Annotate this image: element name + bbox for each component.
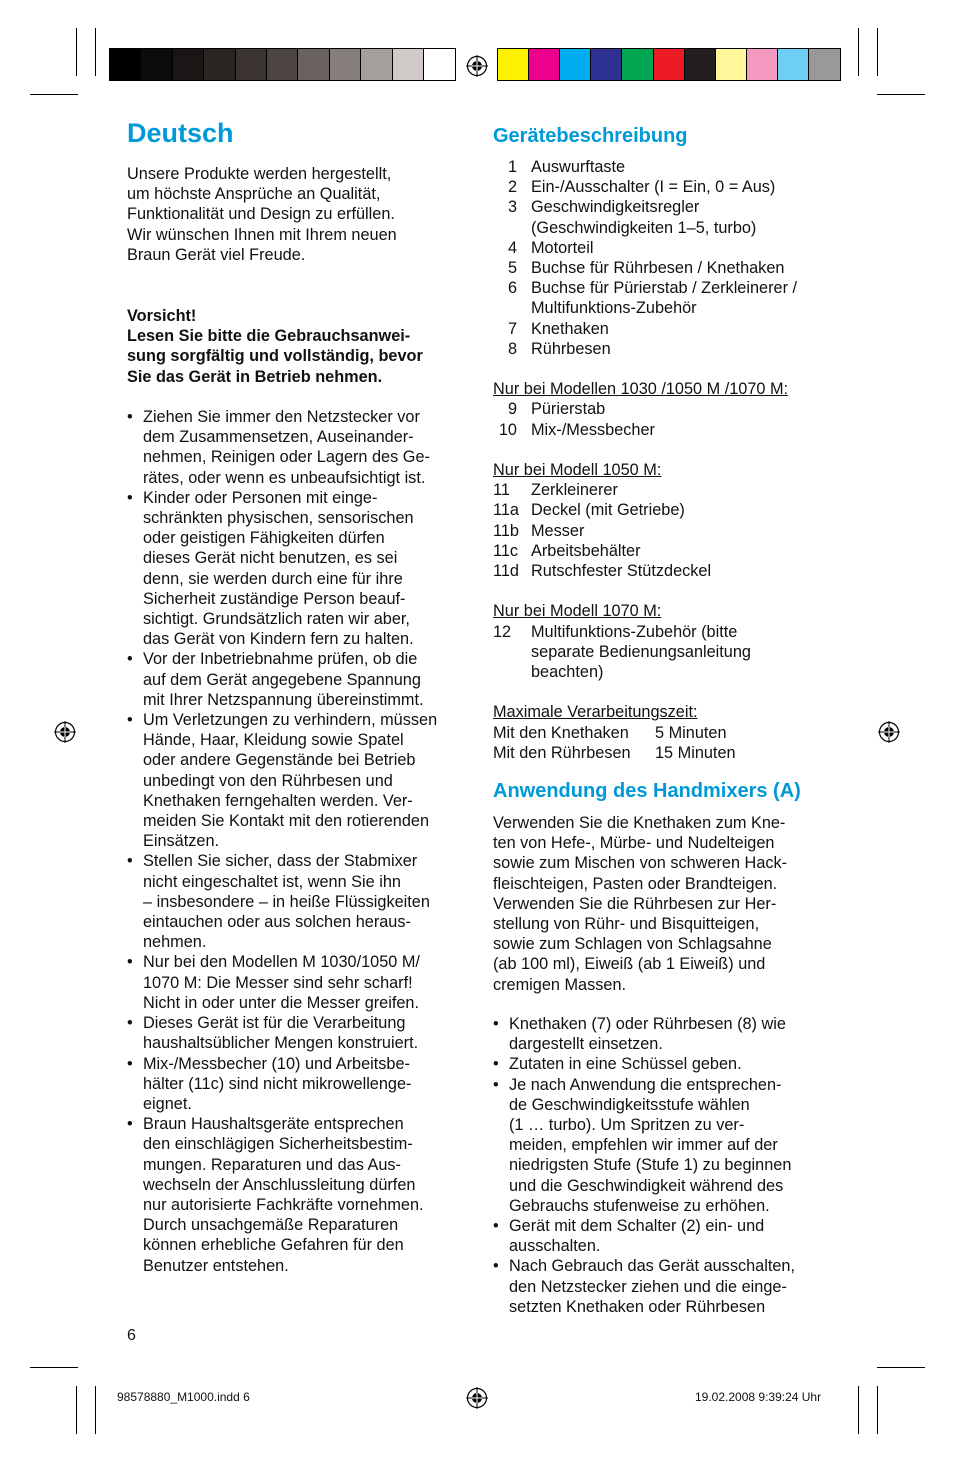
text-line: Wir wünschen Ihnen mit Ihrem neuen: [127, 225, 397, 244]
part-item: [493, 420, 838, 440]
text-line: oder geistigen Fähigkeiten dürfen: [143, 529, 385, 548]
text-line: • Je nach Anwendung die entsprechen-: [509, 1075, 782, 1094]
color-swatch: [685, 49, 716, 80]
text-line: oder andere Gegenstände bei Betrieb: [143, 751, 416, 770]
color-swatch: [141, 49, 172, 80]
text-line: Unsere Produkte werden hergestellt,: [127, 165, 392, 183]
part-item: [493, 177, 838, 197]
part-number: 8: [507, 339, 517, 358]
part-number: 11a: [493, 501, 519, 520]
text-line: Verwenden Sie die Knethaken zum Kne-: [493, 814, 786, 832]
text-line: • Nur bei den Modellen M 1030/1050 M/: [143, 953, 420, 972]
text-line: cremigen Massen.: [493, 975, 627, 994]
part-label: [531, 561, 711, 581]
text-line: Pürierstab: [531, 400, 606, 419]
text-line: Nicht in oder unter die Messer greifen.: [143, 993, 420, 1012]
text-line: Multifunktions-Zubehör: [531, 299, 697, 318]
registration-mark-icon: [878, 721, 900, 743]
text-line: sichtigt. Grundsätzlich raten wir aber,: [143, 610, 410, 629]
text-line: Messer: [531, 521, 585, 540]
part-number: 12: [493, 622, 512, 641]
text-line: mungen. Reparaturen und das Aus-: [143, 1155, 401, 1174]
bullet-item: [493, 1256, 829, 1317]
color-swatch: [267, 49, 298, 80]
text-line: Zerkleinerer: [531, 481, 618, 500]
text-line: (Geschwindigkeiten 1–5, turbo): [531, 218, 757, 237]
section-title-description: Gerätebeschreibung: [493, 125, 688, 147]
color-swatch: [622, 49, 653, 80]
text-line: • Nach Gebrauch das Gerät ausschalten,: [509, 1257, 795, 1276]
color-swatch: [716, 49, 747, 80]
text-line: • Gerät mit dem Schalter (2) ein- und: [509, 1217, 765, 1236]
text-line: eintauchen oder aus solchen heraus-: [143, 913, 411, 932]
text-line: Mix-/Messbecher: [531, 420, 655, 439]
text-line: sowie zum Schlagen von Schlagsahne: [493, 935, 772, 954]
color-swatch: [560, 49, 591, 80]
text-line: wechseln der Anschlussleitung dürfen: [143, 1175, 416, 1194]
text-line: • Ziehen Sie immer den Netzstecker vor: [143, 408, 420, 426]
usage-bullet-list: [493, 1014, 829, 1317]
page-title: Deutsch: [127, 118, 234, 148]
group-heading: Nur bei Modell 1050 M:: [493, 461, 662, 480]
bullet-item: [493, 1216, 829, 1256]
color-swatch: [424, 49, 455, 80]
part-label: [531, 197, 756, 237]
text-line: fleischteigen, Pasten oder Brandteigen.: [493, 874, 778, 893]
color-swatch: [809, 49, 840, 80]
registration-mark-icon: [54, 721, 76, 743]
text-line: stellung von Rühr- und Bisquitteigen,: [493, 915, 760, 934]
color-swatch: [110, 49, 141, 80]
text-line: Sie das Gerät in Betrieb nehmen.: [127, 367, 383, 386]
part-number: 11c: [493, 541, 519, 560]
bullet-item: [127, 851, 463, 952]
crop-mark: [877, 94, 925, 95]
text-line: Knethaken: [531, 319, 609, 338]
part-label: [531, 541, 641, 561]
registration-mark-icon: [466, 55, 488, 77]
color-swatch: [298, 49, 329, 80]
text-line: • Zutaten in eine Schüssel geben.: [509, 1055, 742, 1074]
part-label: [531, 319, 609, 339]
part-label: [531, 157, 625, 177]
text-line: Benutzer entstehen.: [143, 1256, 289, 1275]
time-value: 5 Minuten: [655, 723, 727, 742]
part-number: 11d: [493, 562, 519, 581]
part-number: 3: [507, 198, 517, 217]
warning-block: [127, 306, 457, 387]
section-title-usage: Anwendung des Handmixers (A): [493, 780, 801, 802]
color-swatch: [393, 49, 424, 80]
text-line: unbedingt von den Rührbesen und: [143, 771, 393, 790]
intro-paragraph: [127, 164, 447, 265]
part-number: 7: [507, 319, 517, 338]
text-line: sung sorgfältig und vollständig, bevor: [127, 347, 423, 366]
bullet-item: [493, 1014, 829, 1054]
bullet-item: [493, 1075, 829, 1216]
bullet-item: [127, 1013, 463, 1053]
part-label: [531, 238, 593, 258]
text-line: auf dem Gerät angegebene Spannung: [143, 670, 421, 689]
text-line: • Dieses Gerät ist für die Verarbeitung: [143, 1014, 406, 1033]
text-line: • Kinder oder Personen mit einge-: [143, 488, 378, 507]
color-swatch: [747, 49, 778, 80]
part-number: 1: [507, 158, 517, 176]
color-swatch: [778, 49, 809, 80]
bullet-item: [127, 488, 463, 650]
bullet-item: [127, 1054, 463, 1115]
page-number: 6: [127, 1327, 136, 1344]
text-line: Braun Gerät viel Freude.: [127, 245, 306, 264]
crop-mark: [877, 1367, 925, 1368]
text-line: niedrigsten Stufe (Stufe 1) zu beginnen: [509, 1156, 792, 1175]
text-line: Gebrauchs stufenweise zu erhöhen.: [509, 1196, 770, 1215]
text-line: Sicherheit zuständige Person beauf-: [143, 589, 406, 608]
color-swatch: [330, 49, 361, 80]
part-number: 11b: [493, 521, 519, 540]
text-line: ausschalten.: [509, 1237, 601, 1256]
footer-timestamp: 19.02.2008 9:39:24 Uhr: [695, 1390, 822, 1404]
safety-bullet-list: [127, 407, 463, 1276]
color-swatch: [529, 49, 560, 80]
bullet-item: [493, 1054, 829, 1074]
part-item: [493, 258, 838, 278]
text-line: das Gerät von Kindern fern zu halten.: [143, 630, 414, 649]
text-line: (ab 100 ml), Eiweiß (ab 1 Eiweiß) und: [493, 955, 766, 974]
text-line: Vorsicht!: [127, 307, 197, 325]
part-item: [493, 157, 838, 177]
crop-mark: [76, 1386, 77, 1434]
crop-mark: [858, 1386, 859, 1434]
part-label: [531, 420, 655, 440]
text-line: Geschwindigkeitsregler: [531, 198, 700, 217]
text-line: Hände, Haar, Kleidung sowie Spatel: [143, 731, 404, 750]
text-line: • Knethaken (7) oder Rührbesen (8) wie: [509, 1015, 786, 1033]
text-line: eignet.: [143, 1094, 192, 1113]
part-label: [531, 480, 618, 500]
time-row: [493, 723, 838, 743]
time-label: Mit den Rührbesen: [493, 743, 631, 762]
text-line: Ein-/Ausschalter (I = Ein, 0 = Aus): [531, 178, 776, 197]
part-item: [493, 500, 838, 520]
color-swatch: [361, 49, 392, 80]
text-line: Verwenden Sie die Rührbesen zur Her-: [493, 894, 777, 913]
text-line: meiden, empfehlen wir immer auf der: [509, 1136, 778, 1155]
text-line: um höchste Ansprüche an Qualität,: [127, 185, 381, 204]
part-number: 11: [493, 481, 510, 500]
text-line: nehmen, Reinigen oder Lagern des Ge-: [143, 448, 430, 467]
part-item: [493, 480, 838, 500]
color-swatch: [173, 49, 204, 80]
text-line: Auswurftaste: [531, 158, 626, 176]
text-line: • Braun Haushaltsgeräte entsprechen: [143, 1115, 404, 1134]
bullet-item: [127, 649, 463, 710]
text-line: Arbeitsbehälter: [531, 541, 641, 560]
text-line: • Um Verletzungen zu verhindern, müssen: [143, 711, 438, 730]
text-line: dieses Gerät nicht benutzen, es sei: [143, 549, 398, 568]
crop-mark: [95, 28, 96, 76]
text-line: nehmen.: [143, 933, 207, 952]
crop-mark: [30, 94, 78, 95]
text-line: Lesen Sie bitte die Gebrauchsanwei-: [127, 327, 411, 346]
text-line: Einsätzen.: [143, 832, 220, 851]
text-line: Knethaken ferngehalten werden. Ver-: [143, 791, 413, 810]
text-line: ten von Hefe-, Mürbe- und Nudelteigen: [493, 834, 775, 853]
text-line: (1 … turbo). Um Spritzen zu ver-: [509, 1116, 745, 1135]
group-heading: Maximale Verarbeitungszeit:: [493, 703, 698, 722]
text-line: nicht eingeschaltet ist, wenn Sie ihn: [143, 872, 401, 891]
time-value: 15 Minuten: [655, 743, 736, 762]
text-line: Funktionalität und Design zu erfüllen.: [127, 205, 395, 224]
text-line: Durch unsachgemäße Reparaturen: [143, 1216, 399, 1235]
part-item: [493, 197, 838, 237]
group-heading: Nur bei Modellen 1030 /1050 M /1070 M:: [493, 380, 789, 399]
text-line: Buchse für Pürierstab / Zerkleinerer /: [531, 279, 798, 298]
text-line: beachten): [531, 663, 604, 682]
text-line: Rutschfester Stützdeckel: [531, 562, 712, 581]
bullet-item: [127, 952, 463, 1013]
part-item: [493, 278, 838, 318]
text-line: mit Ihrer Netzspannung übereinstimmt.: [143, 690, 424, 709]
bullet-item: [127, 710, 463, 851]
part-item: [493, 399, 838, 419]
footer-filename: 98578880_M1000.indd 6: [117, 1390, 250, 1404]
crop-mark: [858, 28, 859, 76]
color-swatch: [591, 49, 622, 80]
part-label: [531, 521, 584, 541]
bullet-item: [127, 407, 463, 488]
registration-mark-icon: [466, 1387, 488, 1409]
text-line: nur autorisierte Fachkräfte vornehmen.: [143, 1195, 424, 1214]
bullet-item: [127, 1114, 463, 1276]
part-label: [531, 278, 797, 318]
text-line: schränkten physischen, sensorischen: [143, 509, 414, 528]
part-number: 4: [507, 238, 517, 257]
part-number: 10: [498, 420, 517, 439]
time-label: Mit den Knethaken: [493, 723, 629, 742]
text-line: de Geschwindigkeitsstufe wählen: [509, 1095, 750, 1114]
time-row: [493, 743, 838, 763]
text-line: rätes, oder wenn es unbeaufsichtigt ist.: [143, 468, 426, 487]
color-swatch: [204, 49, 235, 80]
text-line: hälter (11c) sind nicht mikrowellenge-: [143, 1074, 412, 1093]
part-item: [493, 339, 838, 359]
part-number: 9: [507, 400, 517, 419]
text-line: Motorteil: [531, 238, 594, 257]
part-item: [493, 521, 838, 541]
color-swatch: [498, 49, 529, 80]
text-line: separate Bedienungsanleitung: [531, 642, 751, 661]
parts-list: [493, 157, 838, 763]
text-line: – insbesondere – in heiße Flüssigkeiten: [143, 892, 430, 911]
part-label: [531, 500, 685, 520]
text-line: können erhebliche Gefahren für den: [143, 1236, 404, 1255]
color-swatch: [654, 49, 685, 80]
text-line: • Mix-/Messbecher (10) und Arbeitsbe-: [143, 1054, 410, 1073]
part-number: 5: [507, 259, 517, 278]
text-line: und die Geschwindigkeit während des: [509, 1176, 784, 1195]
part-number: 6: [507, 279, 517, 298]
group-heading: Nur bei Modell 1070 M:: [493, 602, 662, 621]
part-label: [531, 399, 605, 419]
text-line: 1070 M: Die Messer sind sehr scharf!: [143, 973, 413, 992]
part-item: [493, 541, 838, 561]
text-line: sowie zum Mischen von schweren Hack-: [493, 854, 788, 873]
part-item: [493, 319, 838, 339]
part-label: [531, 258, 784, 278]
text-line: • Vor der Inbetriebnahme prüfen, ob die: [143, 650, 418, 669]
usage-paragraph: [493, 813, 823, 995]
color-swatch: [236, 49, 267, 80]
text-line: Multifunktions-Zubehör (bitte: [531, 622, 738, 641]
text-line: haushaltsüblicher Mengen konstruiert.: [143, 1034, 419, 1053]
text-line: Buchse für Rührbesen / Knethaken: [531, 259, 785, 278]
text-line: Rührbesen: [531, 339, 611, 358]
part-item: [493, 238, 838, 258]
text-line: den einschlägigen Sicherheitsbestim-: [143, 1135, 413, 1154]
part-label: [531, 177, 775, 197]
text-line: setzten Knethaken oder Rührbesen: [509, 1297, 766, 1316]
text-line: dargestellt einsetzen.: [509, 1035, 663, 1054]
part-item: [493, 561, 838, 581]
crop-mark: [76, 28, 77, 76]
text-line: Deckel (mit Getriebe): [531, 501, 685, 520]
text-line: den Netzstecker ziehen und die einge-: [509, 1277, 787, 1296]
part-label: [531, 339, 611, 359]
part-item: [493, 622, 838, 683]
text-line: denn, sie werden durch eine für ihre: [143, 569, 403, 588]
part-number: 2: [507, 178, 517, 197]
crop-mark: [877, 28, 878, 76]
text-line: • Stellen Sie sicher, dass der Stabmixer: [143, 852, 418, 871]
text-line: meiden Sie Kontakt mit den rotierenden: [143, 812, 429, 831]
crop-mark: [877, 1386, 878, 1434]
part-label: [531, 622, 751, 683]
crop-mark: [30, 1367, 78, 1368]
text-line: dem Zusammensetzen, Auseinander-: [143, 428, 414, 447]
crop-mark: [95, 1386, 96, 1434]
